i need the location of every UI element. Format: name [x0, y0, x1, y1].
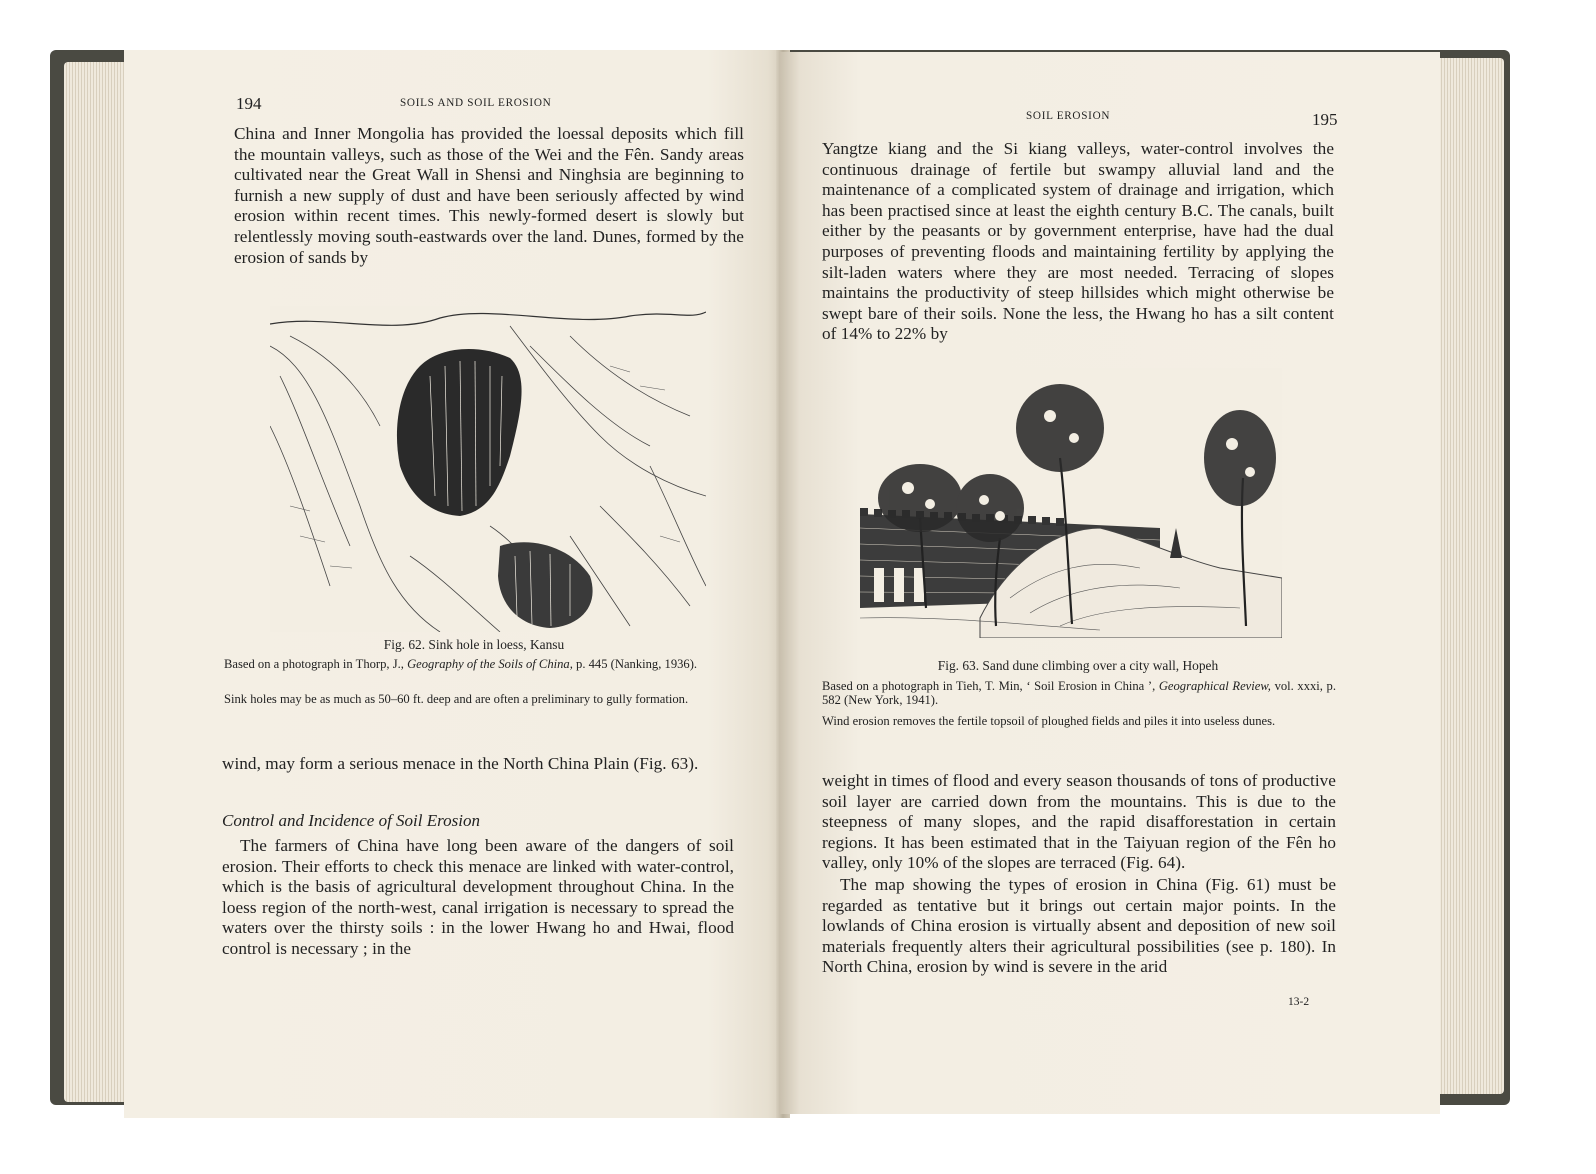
body-paragraph: China and Inner Mongolia has provided the loessal deposits which fill the mountain valleys, such as those of the Wei and the Fên. Sandy areas cultivated near the Great Wall in Shensi and Ninghsia are beginning to furnish a new supply of dust and have been seriously affected by wind erosion within recent times. This newly-formed desert is slowly but relentlessly moving south-eastwards over the land. Dunes, formed by the erosion of sands by	[234, 124, 744, 267]
body-paragraph: Yangtze kiang and the Si kiang valleys, water-control involves the continuous drainage of fertile but swampy alluvial land and the maintenance of a complicated system of drainage and irrigation, which has been practised since at least the eighth century B.C. The canals, built either by the peasants or by government enterprise, have had the dual purposes of preventing floods and maintaining fertility by applying the silt-laden waters where they are most needed. Terracing of slopes maintains the productivity of steep hillsides which might otherwise be swept bare of their soils. None the less, the Hwang ho has a silt content of 14% to 22% by	[822, 139, 1334, 344]
figure-note: Sink holes may be as much as 50–60 ft. deep and are often a preliminary to gully formation.	[224, 692, 689, 706]
figure-source-details: vol. xxxi, p. 582 (New York, 1941).	[822, 679, 1337, 707]
page-edges-left	[64, 62, 132, 1102]
figure-source-details: p. 445 (Nanking, 1936).	[572, 657, 698, 671]
figure-source-text: Based on a photograph in Thorp, J.,	[224, 657, 408, 671]
body-paragraph: The map showing the types of erosion in China (Fig. 61) must be regarded as tentative but it brings out certain major points. In the lowlands of China erosion is virtually absent and deposition of new soil materials frequently alters their agricultural possibilities (see p. 180). In North China, erosion by wind is severe in the arid	[822, 875, 1336, 977]
sand-dune-city-wall-illustration	[860, 368, 1282, 638]
running-head: SOIL EROSION	[1026, 110, 1111, 122]
body-paragraph: The farmers of China have long been aware of the dangers of soil erosion. Their efforts to check this menace are linked with water-control, which is the basis of agricultural development throughout China. In the loess region of the north-west, canal irrigation is necessary to spread the waters over the thirsty soils : in the lower Hwang ho and Hwai, flood control is necessary ; in the	[222, 836, 734, 958]
figure-caption: Fig. 63. Sand dune climbing over a city wall, Hopeh	[937, 658, 1219, 673]
signature-mark: 13-2	[1288, 996, 1310, 1008]
figure-source-text: Based on a photograph in Tieh, T. Min, ‘ Soil Erosion in China ’,	[822, 679, 1159, 693]
sink-hole-illustration	[270, 306, 706, 632]
right-page	[780, 52, 1440, 1114]
section-heading: Control and Incidence of Soil Erosion	[222, 811, 480, 830]
figure-source	[224, 658, 734, 672]
continued-paragraph: weight in times of flood and every season thousands of tons of productive soil layer are carried down from the mountains. This is due to the steepness of many slopes, and the rapid disafforestation in certain regions. It has been estimated that in the Taiyuan region of the Fên ho valley, only 10% of the slopes are terraced (Fig. 64).	[822, 771, 1336, 873]
page-edges-right	[1432, 58, 1504, 1094]
figure-caption: Fig. 62. Sink hole in loess, Kansu	[383, 637, 565, 652]
figure-source	[822, 680, 1336, 707]
running-head: SOILS AND SOIL EROSION	[400, 97, 552, 109]
figure-source-title: Geographical Review,	[1158, 679, 1271, 693]
continued-paragraph: wind, may form a serious menace in the North China Plain (Fig. 63).	[222, 754, 699, 773]
page-number: 195	[1312, 110, 1338, 129]
figure-source-title: Geography of the Soils of China,	[407, 657, 573, 671]
left-page	[124, 50, 788, 1118]
figure-note: Wind erosion removes the fertile topsoil of ploughed fields and piles it into useless dunes.	[822, 714, 1276, 728]
page-number: 194	[236, 94, 262, 113]
